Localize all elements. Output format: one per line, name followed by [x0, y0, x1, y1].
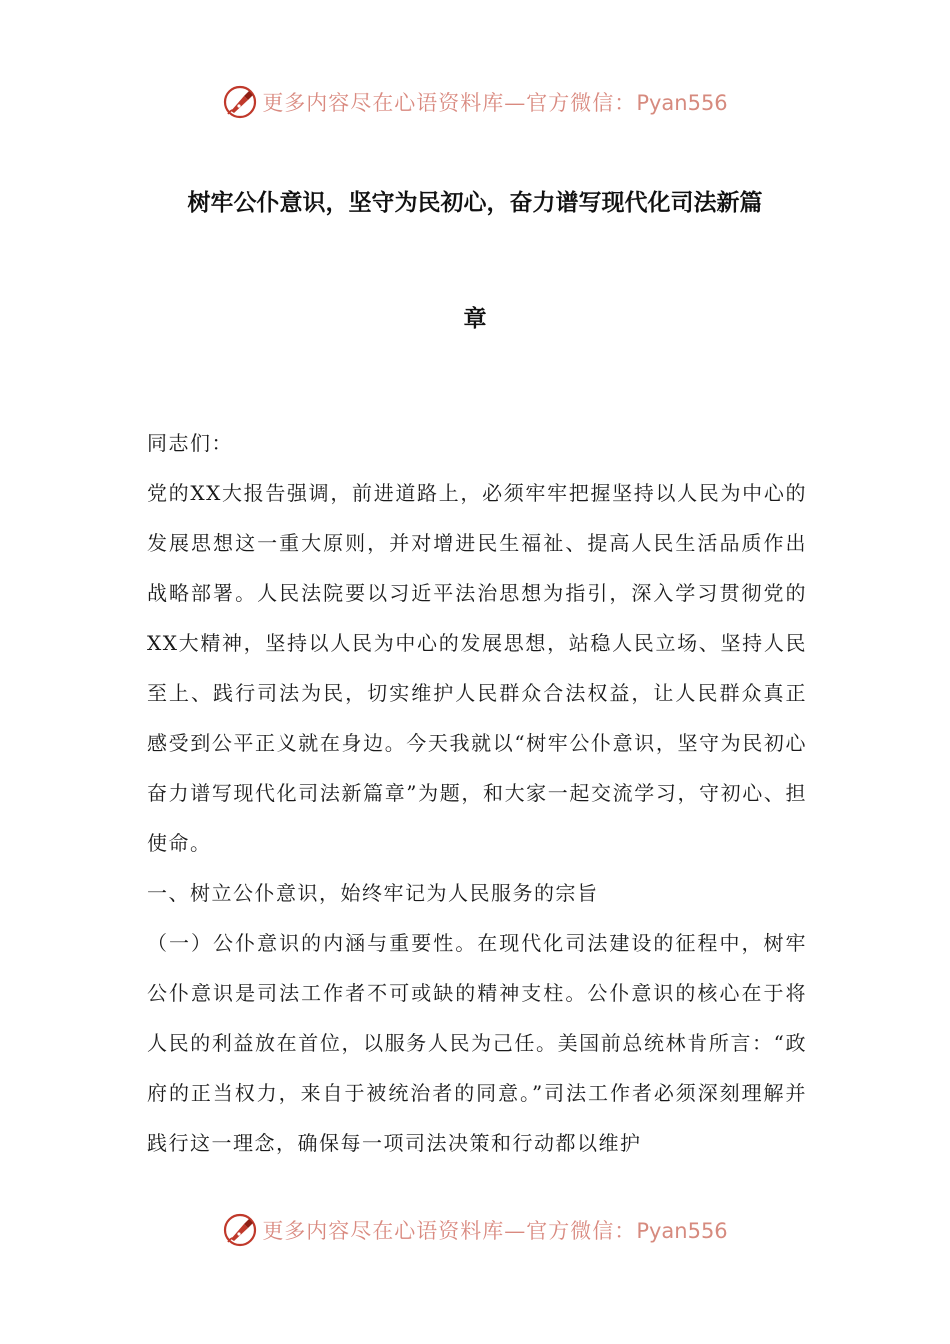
body-paragraph-2: （一）公仆意识的内涵与重要性。在现代化司法建设的征程中，树牢公仆意识是司法工作者不可或缺的精神支柱。公仆意识的核心在于将人民的利益放在首位，以服务人民为己任。美国前总统林肯所言：“政府的正当权力，来自于被统治者的同意。”司法工作者必须深刻理解并践行这一理念，确保每一项司法决策和行动都以维护 — [147, 931, 807, 1155]
document-body — [147, 418, 807, 1168]
greeting: 同志们： — [147, 431, 233, 455]
header-banner — [0, 80, 950, 124]
header-banner-text: 更多内容尽在心语资料库—官方微信：Pyan556 — [262, 91, 728, 115]
footer-banner-text: 更多内容尽在心语资料库—官方微信：Pyan556 — [262, 1219, 728, 1243]
pen-nib-logo-icon — [222, 1212, 258, 1248]
footer-banner — [0, 1208, 950, 1252]
body-paragraph-1: 党的XX大报告强调，前进道路上，必须牢牢把握坚持以人民为中心的发展思想这一重大原则，并对增进民生福祉、提高人民生活品质作出战略部署。人民法院要以习近平法治思想为指引，深入学习贯彻党的XX大精神，坚持以人民为中心的发展思想，站稳人民立场、坚持人民至上、践行司法为民，切实维护人民群众合法权益，让人民群众真正感受到公平正义就在身边。今天我就以“树牢公仆意识，坚守为民初心奋力谱写现代化司法新篇章”为题，和大家一起交流学习，守初心、担使命。 — [147, 481, 807, 855]
document-title-line-2: 章 — [463, 306, 487, 332]
footer-wechat-id: Pyan556 — [636, 1219, 728, 1243]
section-heading-1: 一、树立公仆意识，始终牢记为人民服务的宗旨 — [147, 881, 599, 905]
header-wechat-id: Pyan556 — [636, 91, 728, 115]
pen-nib-logo-icon — [222, 84, 258, 120]
document-title-line-1: 树牢公仆意识，坚守为民初心，奋力谱写现代化司法新篇 — [187, 190, 763, 216]
